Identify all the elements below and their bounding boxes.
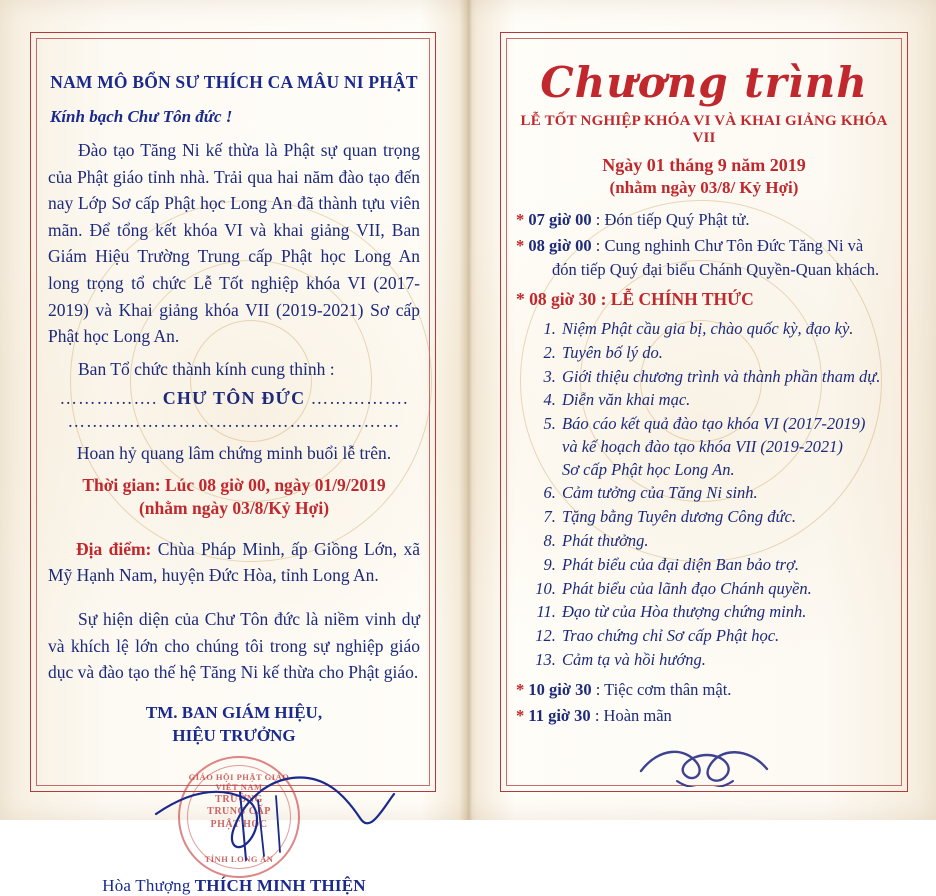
program-item-text: Cảm tưởng của Tăng Ni sinh. [562,483,758,503]
program-list [516,318,892,671]
program-list-item [560,506,892,529]
schedule-item [516,208,892,231]
homage-title: NAM MÔ BỔN SƯ THÍCH CA MÂU NI PHẬT [50,72,418,92]
handwritten-signature-icon [48,748,420,876]
program-item-text: Trao chứng chỉ Sơ cấp Phật học. [562,626,780,646]
program-item-subtext-1: và kế hoạch đào tạo khóa VII (2019-2021) [562,436,843,456]
schedule-item [516,678,892,701]
schedule-text: Cung nghinh Chư Tôn Đức Tăng Ni và [604,236,864,256]
blank-guest-line: ……………………………………………… [67,411,401,432]
program-date: Ngày 01 tháng 9 năm 2019 [602,155,806,175]
program-item-text: Tuyên bố lý do. [562,342,663,362]
schedule-text: Đón tiếp Quý Phật tử. [604,210,750,229]
signature-area [48,748,420,876]
bullet-star-icon: * [516,679,525,699]
event-time-value: Lúc 08 giờ 00, ngày 01/9/2019 [164,474,386,495]
signature-line-1: TM. BAN GIÁM HIỆU, [145,702,323,722]
schedule-text: Hoàn mãn [603,706,672,726]
program-title: Chương trình [540,58,868,107]
schedule-item [516,704,892,727]
signature-heading [48,702,420,748]
seal-center-line-3: PHẬT HỌC [210,818,268,830]
program-list-item [560,578,892,601]
seal-center-line-1: TRƯỜNG [215,793,263,805]
bullet-star-icon: * [516,236,525,256]
event-place-label: Địa điểm: [76,539,152,560]
event-place-value: Chùa Pháp Minh, ấp Giồng Lớn, xã Mỹ Hạnh Nam, huyện Đức Hòa, tỉnh Long An. [48,539,420,586]
program-list-item [560,601,892,624]
right-page-content [516,50,892,774]
schedule-time: 08 giờ 30 [529,289,597,310]
program-item-text: Phát biểu của lãnh đạo Chánh quyền. [562,578,812,598]
signature-line-2: HIỆU TRƯỞNG [172,725,296,745]
program-list-item [560,482,892,505]
program-item-text: Cảm tạ và hồi hướng. [562,649,706,669]
program-item-text: Phát thưởng. [562,531,649,550]
program-list-item [560,389,892,412]
event-time-label: Thời gian: [82,474,161,495]
program-date-lunar: (nhằm ngày 03/8/ Kỷ Hợi) [609,178,799,197]
program-list-item [560,342,892,365]
program-list-item [560,554,892,577]
program-subtitle: LỄ TỐT NGHIỆP KHÓA VI VÀ KHAI GIẢNG KHÓA VII [520,113,888,146]
program-list-item [560,649,892,672]
program-item-text: Niệm Phật cầu gia bị, chào quốc kỳ, đạo kỳ. [562,319,854,339]
program-item-text: Đạo từ của Hòa thượng chứng minh. [562,602,807,622]
event-time-line [48,475,420,496]
schedule-separator: : [600,289,607,310]
program-list-item [560,530,892,553]
program-list-item [560,366,892,389]
schedule-text: LỄ CHÍNH THỨC [610,289,754,310]
schedule-item-main-ceremony [516,287,892,312]
body-paragraph-3: Hoan hỷ quang lâm chứng minh buổi lễ trên. [76,443,392,464]
signer-prefix: Hòa Thượng [102,875,191,895]
signer-name-line [48,876,420,896]
seal-center-line-2: TRUNG CẤP [207,806,271,818]
program-item-text: Phát biểu của đại diện Ban bảo trợ. [562,554,800,574]
seal-arc-bottom: TỈNH LONG AN [204,853,274,864]
program-list-item [560,318,892,341]
schedule-separator: : [595,236,601,256]
bullet-star-icon: * [516,289,525,310]
bullet-star-icon: * [516,706,525,726]
schedule-time: 08 giờ 00 [528,236,592,256]
schedule-item [516,234,892,281]
program-item-text: Báo cáo kết quả đào tạo khóa VI (2017-2019) [562,414,866,434]
program-item-subtext-2: Sơ cấp Phật học Long An. [562,459,735,479]
salutation: Kính bạch Chư Tôn đức ! [50,107,233,126]
body-paragraph-1: Đào tạo Tăng Ni kế thừa là Phật sự quan trọng của Phật giáo tỉnh nhà. Trải qua hai năm đào tạo đến nay Lớp Sơ cấp Phật học Long An đã thành tựu viên mãn. Để tổng kết khóa VI và khai giảng VII, Ban Giám Hiệu Trường Trung cấp Phật học Long An long trọng tổ chức Lễ Tốt nghiệp khóa VI (2017-2019) và Khai giảng khóa VII (2019-2021) Sơ cấp Phật học Long An. [48,140,420,347]
schedule-time: 10 giờ 30 [528,679,592,699]
body-paragraph-2: Ban Tổ chức thành kính cung thỉnh : [78,358,335,379]
program-item-text: Giới thiệu chương trình và thành phần tham dự. [562,366,881,386]
honored-guest: CHƯ TÔN ĐỨC [162,388,306,409]
schedule-separator: : [595,679,601,699]
page-fold [459,0,477,820]
schedule-time: 07 giờ 00 [528,210,592,229]
schedule-time: 11 giờ 30 [528,706,591,726]
schedule-separator: : [594,706,600,726]
program-list-item [560,413,892,481]
seal-arc-top: GIÁO HỘI PHẬT GIÁO VIỆT NAM [188,771,290,792]
schedule-text-continued: đón tiếp Quý đại biểu Chánh Quyền-Quan khách. [552,259,880,279]
program-list-item [560,625,892,648]
dots-after: ……………. [310,388,409,409]
signer-name: THÍCH MINH THIỆN [194,875,366,895]
schedule-separator: : [595,210,601,229]
event-time-lunar: (nhằm ngày 03/8/Kỷ Hợi) [138,497,330,518]
body-paragraph-4: Sự hiện diện của Chư Tôn đức là niềm vinh dự và khích lệ lớn cho chúng tôi trong sự nghiệp giáo dục và đào tạo thế hệ Tăng Ni kế thừa cho Phật giáo. [48,609,420,683]
program-item-text: Tặng bằng Tuyên dương Công đức. [562,507,796,527]
program-item-text: Diễn văn khai mạc. [562,390,691,410]
bullet-star-icon: * [516,210,525,229]
honored-guest-line [48,388,420,409]
decorative-flourish-icon [516,741,892,793]
event-place [48,536,420,589]
flourish-svg-icon [629,741,779,787]
schedule-text: Tiệc cơm thân mật. [604,679,732,699]
dots-before: ……………. [59,388,158,409]
left-page-content [48,56,420,895]
